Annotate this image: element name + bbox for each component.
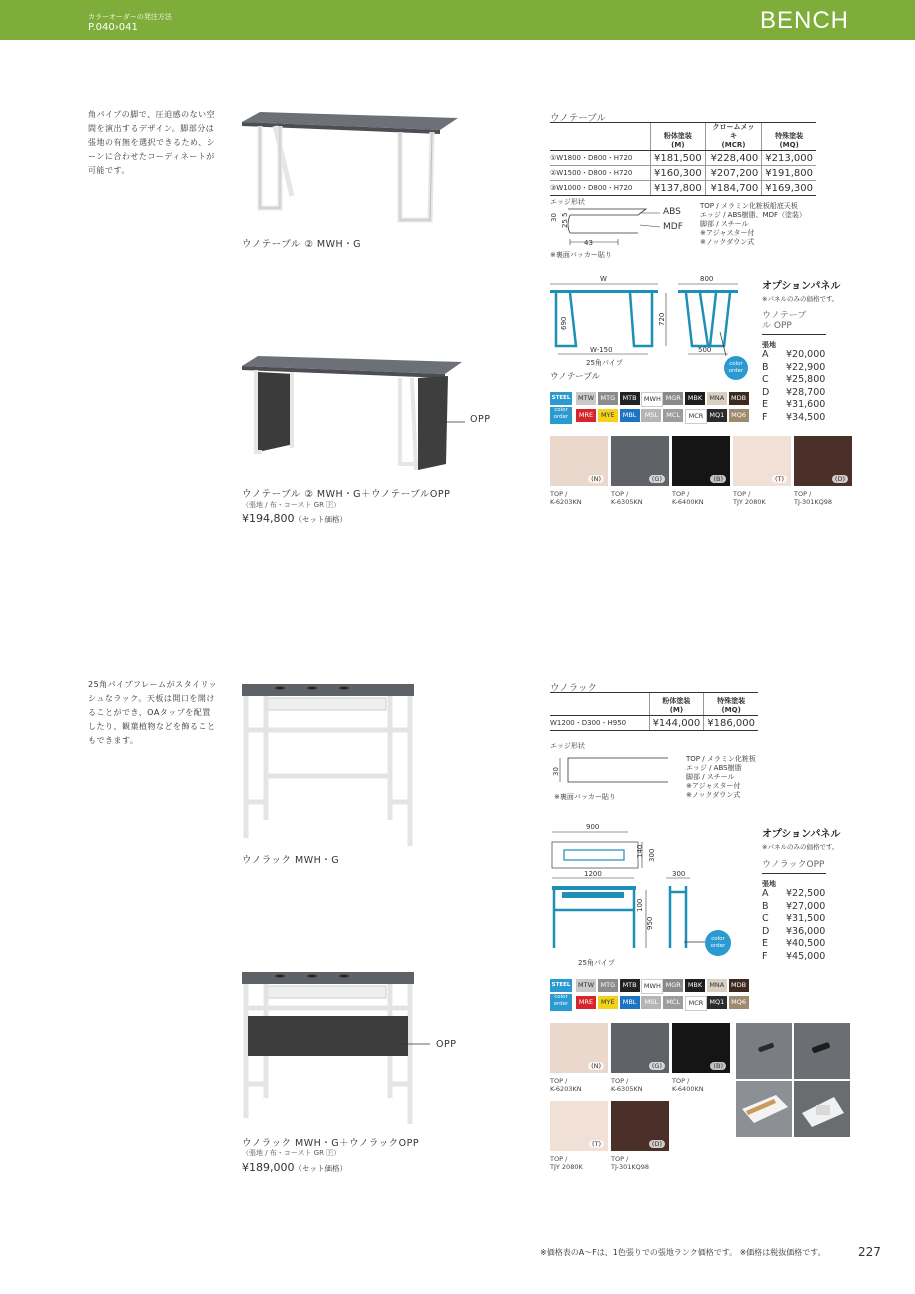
page-header [0, 0, 915, 40]
color-chip-mtb: MTB [620, 392, 640, 405]
rack-photo2-fabric: （張地 / 布・コースト GR 🄵） [242, 1149, 341, 1157]
rack-color-order-badge: color order [705, 930, 731, 956]
col-m-code: (M) [669, 706, 684, 714]
top-swatch-code: (G) [649, 475, 665, 483]
top-swatch-label-code: TJ-301KQ98 [611, 1163, 650, 1171]
top-swatch-label-line: TOP / [550, 1077, 568, 1085]
col-header-mq [762, 123, 816, 151]
table-row [550, 181, 816, 196]
top-swatch-code: (B) [710, 1062, 726, 1070]
top-swatch-label-code: TJY 2080K [733, 498, 766, 506]
price-cell: ¥144,000 [649, 716, 704, 731]
rack-option-fabric: 張地 [762, 880, 776, 888]
rack-top-swatches [550, 1023, 730, 1183]
color-chip-mgr: MGR [663, 392, 683, 405]
table-top-swatches [550, 436, 850, 516]
edge-note: 脚部 / スチール [686, 773, 735, 781]
color-chip-mcr: MCR [685, 409, 707, 424]
table-row [550, 166, 816, 181]
price-cell: ¥184,700 [705, 181, 762, 196]
row-size-label: W1200・D300・H950 [550, 716, 649, 731]
color-chip-mbk: MBK [685, 979, 705, 992]
top-swatch-label-line: TOP / [672, 1077, 690, 1085]
top-swatch-label-line: TOP / [611, 1077, 629, 1085]
color-chip-mwh: MWH [641, 392, 663, 407]
rank-key: A [762, 888, 769, 899]
rack-set-price [242, 1161, 347, 1174]
rank-row [762, 926, 825, 939]
footer-note: ※価格表のA〜Fは、1色張りでの張地ランク価格です。 ※価格は税抜価格です。 [540, 1248, 826, 1257]
uno-table-photo [240, 108, 460, 230]
edge-note: ※アジャスター付 [686, 782, 741, 790]
top-swatch-label [550, 490, 582, 506]
edge-note: エッジ / ABS樹脂 [686, 764, 742, 772]
rack-set-price-note: （セット価格） [294, 1164, 347, 1173]
color-chip-mbk: MBK [685, 392, 705, 405]
top-swatch [611, 1023, 669, 1073]
rank-price: ¥25,800 [786, 374, 826, 385]
col-m-name: 粉体塗装 [662, 697, 691, 705]
table-option-note: ※パネルのみの価格です。 [762, 295, 839, 303]
top-swatch-label [550, 1155, 583, 1171]
rack-dim-h100: 100 [636, 898, 644, 912]
rank-key: E [762, 399, 769, 410]
color-chip-mbl: MBL [620, 409, 640, 422]
price-cell: ¥213,000 [762, 151, 816, 166]
top-swatch-label [550, 1077, 582, 1093]
rank-row [762, 374, 825, 387]
table-option-divider [762, 334, 826, 335]
rack-option-ranks [762, 888, 825, 963]
row-size-label: ③W1000・D800・H720 [550, 181, 651, 196]
col-mcr-name: クロームメッキ [712, 123, 755, 140]
top-swatch [550, 1023, 608, 1073]
color-chip-mtg: MTG [598, 979, 618, 992]
table-option-ranks [762, 349, 825, 424]
rank-price: ¥27,000 [786, 900, 826, 912]
rank-row [762, 888, 825, 901]
row-size-label: ②W1500・D800・H720 [550, 166, 651, 181]
table-edge-title: エッジ形状 [550, 198, 585, 206]
rank-price: ¥45,000 [786, 950, 826, 962]
top-swatch-code: (N) [588, 1062, 604, 1070]
color-order-badge: color order [550, 407, 572, 424]
top-swatch-code: (G) [649, 1062, 665, 1070]
rack-option-divider [762, 873, 826, 874]
col-mq-name: 特殊塗装 [717, 697, 746, 705]
table-edge-dim30: 30 [550, 213, 558, 222]
rank-row [762, 399, 825, 412]
dim-d500: 500 [698, 346, 712, 354]
top-swatch-label-line: TOP / [611, 1155, 629, 1163]
dim-w: W [600, 275, 607, 283]
steel-badge: STEEL [550, 392, 572, 405]
top-swatch-label-line: TOP / [550, 490, 568, 498]
color-chip-mq1: MQ1 [707, 409, 727, 422]
top-swatch-code: (T) [589, 1140, 604, 1148]
rack-pipe-label: 25角パイプ [578, 959, 615, 967]
header-page-ref[interactable]: P.040›041 [88, 22, 138, 33]
col-mcr-code: (MCR) [721, 141, 746, 149]
top-swatch-label-line: TOP / [611, 490, 629, 498]
rack-edge-diagram [548, 756, 678, 786]
col-header-mq [704, 693, 758, 716]
table-row [550, 716, 758, 731]
table-price-table [550, 123, 816, 196]
color-chip-mgr: MGR [663, 979, 683, 992]
top-swatch-label-line: TOP / [733, 490, 751, 498]
table-photo2-caption: ウノテーブル ② MWH・G＋ウノテーブルOPP [242, 489, 451, 500]
edge-note: TOP / メラミン化粧板船底天板 [700, 202, 798, 210]
col-mq-code: (MQ) [721, 706, 741, 714]
top-swatch-label-line: TOP / [672, 490, 690, 498]
top-swatch [672, 436, 730, 486]
color-chip-mre: MRE [576, 409, 596, 422]
price-cell: ¥137,800 [651, 181, 706, 196]
header-subtitle: カラーオーダーの発注方法 [88, 13, 172, 21]
page-number: 227 [858, 1245, 881, 1259]
top-swatch-label-line: TOP / [550, 1155, 568, 1163]
edge-note: ※アジャスター付 [700, 229, 755, 237]
rank-row [762, 362, 825, 375]
color-chip-mna: MNA [707, 392, 727, 405]
top-swatch-label-code: TJ-301KQ98 [794, 498, 833, 506]
price-cell: ¥228,400 [705, 151, 762, 166]
color-chip-mtg: MTG [598, 392, 618, 405]
color-chip-mq6: MQ6 [729, 409, 749, 422]
table-color-order-badge: color order [724, 356, 748, 380]
color-chip-mq1: MQ1 [707, 996, 727, 1009]
top-swatch-label [611, 1077, 643, 1093]
top-swatch-label [733, 490, 766, 506]
rank-key: E [762, 938, 769, 949]
rank-row [762, 951, 825, 964]
row-size-label: ①W1800・D800・H720 [550, 151, 651, 166]
rack-option-title: オプションパネル [762, 829, 841, 840]
color-chip-mbl: MBL [620, 996, 640, 1009]
rank-price: ¥40,500 [786, 938, 826, 949]
top-swatch-label-code: K-6305KN [611, 498, 643, 506]
color-chip-mwh: MWH [641, 979, 663, 994]
table-edge-dim25: 25 [561, 219, 569, 228]
rack-opening-detail-photos [736, 1023, 850, 1137]
rank-key: B [762, 361, 769, 373]
color-chip-msl: MSL [641, 996, 661, 1009]
top-swatch [672, 1023, 730, 1073]
top-swatch-code: (B) [710, 475, 726, 483]
edge-note: 脚部 / スチール [700, 220, 749, 228]
rack-dim-d300: 300 [648, 848, 656, 862]
top-swatch-label-code: K-6305KN [611, 1085, 643, 1093]
price-cell: ¥191,800 [762, 166, 816, 181]
rank-key: B [762, 900, 769, 912]
table-edge-notes [700, 202, 806, 247]
table-color-chips [550, 392, 750, 424]
top-swatch-label-code: K-6203KN [550, 498, 582, 506]
rank-key: F [762, 411, 768, 423]
rank-key: A [762, 349, 769, 360]
table-option-fabric: 張地 [762, 341, 776, 349]
table-photo2-fabric: （張地 / 布・コースト GR 🄵） [242, 501, 341, 509]
top-swatch-code: (D) [832, 475, 848, 483]
rank-price: ¥31,500 [786, 913, 826, 924]
rack-color-chips [550, 979, 750, 1011]
col-header-m [651, 123, 706, 151]
table-edge-dim5: 5 [561, 212, 569, 217]
rack-dim-d300b: 300 [672, 870, 686, 878]
top-swatch-label [672, 490, 704, 506]
rank-price: ¥34,500 [786, 411, 826, 423]
top-swatch-code: (N) [588, 475, 604, 483]
color-chip-mtb: MTB [620, 979, 640, 992]
top-swatch-code: (D) [649, 1140, 665, 1148]
rank-key: D [762, 386, 770, 398]
rank-price: ¥22,500 [786, 888, 826, 899]
top-swatch-label [611, 490, 643, 506]
rank-price: ¥20,000 [786, 349, 826, 360]
col-mq-name: 特殊塗装 [775, 132, 804, 140]
table-set-price [242, 512, 347, 525]
table-product-title: ウノテーブル [550, 113, 606, 124]
top-swatch-label [672, 1077, 704, 1093]
price-table-corner [550, 123, 651, 151]
edge-mdf-label: MDF [663, 222, 683, 232]
rack-edge-notes [686, 755, 756, 800]
top-swatch [611, 436, 669, 486]
rack-option-name: ウノラックOPP [762, 860, 825, 870]
col-m-code: (M) [671, 141, 685, 149]
price-table-corner [550, 693, 649, 716]
edge-abs-label: ABS [663, 207, 681, 217]
dim-d800: 800 [700, 275, 714, 283]
col-header-m [649, 693, 704, 716]
color-chip-mna: MNA [707, 979, 727, 992]
table-set-price-value: ¥194,800 [242, 512, 295, 525]
top-swatch-label-line: TOP / [794, 490, 812, 498]
rack-option-note: ※パネルのみの価格です。 [762, 843, 839, 851]
uno-table-opp-photo [240, 352, 465, 478]
color-order-badge: color order [550, 994, 572, 1011]
rack-dim-h950: 950 [646, 916, 654, 930]
rank-row [762, 412, 825, 425]
rack-opp-label: OPP [436, 1039, 457, 1050]
rack-edge-backing: ※裏面バッカー貼り [554, 793, 616, 801]
top-swatch [550, 436, 608, 486]
col-mq-code: (MQ) [779, 141, 799, 149]
drawing-name: ウノテーブル [550, 372, 600, 382]
table-edge-dim43: 43 [584, 239, 593, 247]
price-cell: ¥207,200 [705, 166, 762, 181]
rank-price: ¥36,000 [786, 925, 826, 937]
price-cell: ¥169,300 [762, 181, 816, 196]
top-swatch-label-code: TJY 2080K [550, 1163, 583, 1171]
top-swatch [794, 436, 852, 486]
table-edge-backing: ※裏面バッカー貼り [550, 251, 612, 259]
rank-price: ¥31,600 [786, 399, 826, 410]
top-swatch [733, 436, 791, 486]
rack-set-price-value: ¥189,000 [242, 1161, 295, 1174]
color-chip-msl: MSL [641, 409, 661, 422]
rank-price: ¥22,900 [786, 361, 826, 373]
color-chip-mcl: MCL [663, 409, 683, 422]
rack-opening-detail-image [736, 1023, 850, 1137]
pipe-label: 25角パイプ [586, 359, 623, 367]
rank-price: ¥28,700 [786, 386, 826, 398]
rack-dim-d140: 140 [636, 844, 644, 858]
table-description: 角パイプの脚で、圧迫感のない空間を演出するデザイン。脚部分は張地の有無を選択できるため、シーンに合わせたコーディネートが可能です。 [88, 110, 216, 175]
edge-note: エッジ / ABS樹脂、MDF（塗装） [700, 211, 807, 219]
col-m-name: 粉体塗装 [663, 132, 692, 140]
dim-h690: 690 [560, 316, 568, 330]
edge-note: ※ノックダウン式 [700, 238, 755, 246]
top-swatch-code: (T) [772, 475, 787, 483]
rack-photo2-caption: ウノラック MWH・G＋ウノラックOPP [242, 1138, 420, 1149]
color-chip-mtw: MTW [576, 979, 596, 992]
rack-photo1-caption: ウノラック MWH・G [242, 855, 340, 866]
uno-rack-photo [240, 678, 416, 850]
edge-note: ※ノックダウン式 [686, 791, 741, 799]
price-cell: ¥160,300 [651, 166, 706, 181]
color-chip-mcr: MCR [685, 996, 707, 1011]
rank-key: F [762, 950, 768, 962]
rack-dim-w1200: 1200 [584, 870, 602, 878]
top-swatch-label [794, 490, 832, 506]
color-chip-mdb: MDB [729, 979, 749, 992]
rack-price-table [550, 693, 758, 731]
table-row [550, 151, 816, 166]
rank-key: C [762, 374, 769, 385]
top-swatch-label-code: K-6400KN [672, 498, 704, 506]
color-chip-mcl: MCL [663, 996, 683, 1009]
rack-edge-dim30: 30 [552, 767, 560, 776]
steel-badge: STEEL [550, 979, 572, 992]
rack-edge-title: エッジ形状 [550, 742, 585, 750]
table-photo1-caption: ウノテーブル ② MWH・G [242, 239, 362, 250]
table-option-title: オプションパネル [762, 281, 841, 292]
rank-row [762, 938, 825, 951]
top-swatch [550, 1101, 608, 1151]
top-swatch-label [611, 1155, 649, 1171]
rank-row [762, 901, 825, 914]
top-swatch [611, 1101, 669, 1151]
rack-product-title: ウノラック [550, 683, 598, 694]
table-option-name: ウノテーブル OPP [762, 311, 807, 331]
rank-row [762, 349, 825, 362]
color-chip-mye: MYE [598, 996, 618, 1009]
rank-row [762, 913, 825, 926]
rack-dim-w900: 900 [586, 823, 600, 831]
price-cell: ¥186,000 [704, 716, 758, 731]
color-chip-mtw: MTW [576, 392, 596, 405]
edge-note: TOP / メラミン化粧板 [686, 755, 756, 763]
color-chip-mye: MYE [598, 409, 618, 422]
top-swatch-label-code: K-6203KN [550, 1085, 582, 1093]
price-cell: ¥181,500 [651, 151, 706, 166]
color-chip-mre: MRE [576, 996, 596, 1009]
rank-key: D [762, 925, 770, 937]
rank-key: C [762, 913, 769, 924]
rack-description: 25角パイプフレームがスタイリッシュなラック。天板は開口を開けることができ、OAタップを配置したり、観葉植物などを飾ることもできます。 [88, 680, 218, 745]
col-header-mcr [705, 123, 762, 151]
uno-rack-opp-photo [240, 966, 460, 1128]
color-chip-mdb: MDB [729, 392, 749, 405]
color-chip-mq6: MQ6 [729, 996, 749, 1009]
table-set-price-note: （セット価格） [294, 515, 347, 524]
table-opp-label: OPP [470, 414, 491, 425]
dim-h720: 720 [658, 312, 666, 326]
dim-w150: W-150 [590, 346, 613, 354]
top-swatch-label-code: K-6400KN [672, 1085, 704, 1093]
rank-row [762, 387, 825, 400]
category-title: BENCH [759, 7, 849, 34]
